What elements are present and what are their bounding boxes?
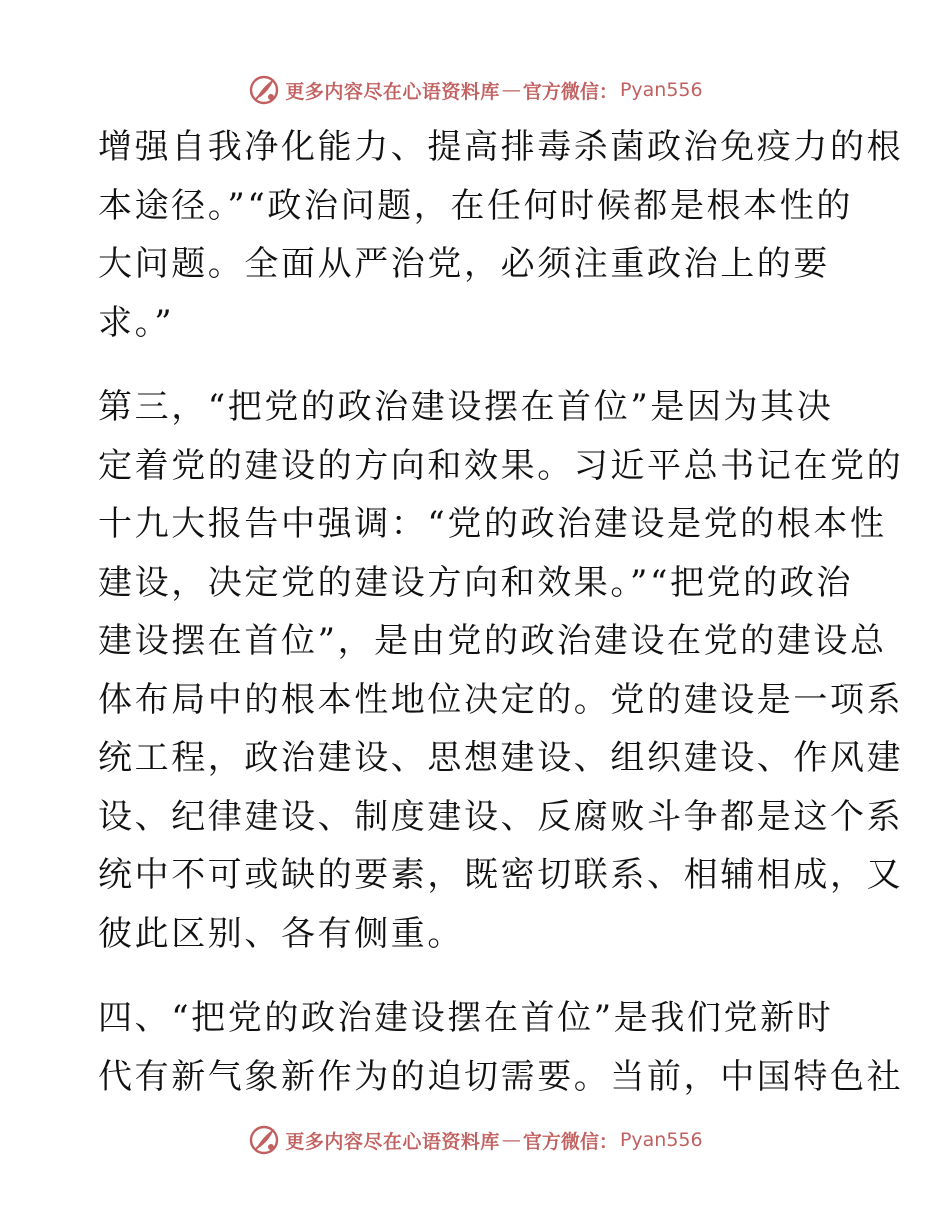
text-line: 体布局中的根本性地位决定的。党的建设是一项系	[98, 679, 904, 720]
text-line: 大问题。全面从严治党，必须注重政治上的要	[98, 244, 830, 284]
text-line: 本途径。”“政治问题，在任何时候都是根本性的	[98, 185, 853, 226]
text-line: 建设摆在首位”，是由党的政治建设在党的建设总	[98, 621, 887, 661]
document-body	[98, 118, 904, 1106]
text-line: 求。”	[98, 302, 175, 343]
text-line: 设、纪律建设、制度建设、反腐败斗争都是这个系	[98, 796, 904, 837]
text-line: 十九大报告中强调：“党的政治建设是党的根本性	[98, 504, 887, 544]
text-line: 定着党的建设的方向和效果。习近平总书记在党的	[98, 445, 904, 486]
paragraph-1	[98, 118, 904, 352]
text-line: 代有新气象新作为的迫切需要。当前，中国特色社	[98, 1056, 904, 1097]
text-line: 第三，“把党的政治建设摆在首位”是因为其决	[98, 387, 834, 427]
banner-separator: —	[501, 79, 521, 101]
footer-watermark-banner	[0, 1118, 950, 1162]
paragraph-spacer	[98, 352, 858, 378]
text-line: 四、“把党的政治建设摆在首位”是我们党新时	[98, 998, 834, 1038]
header-watermark-banner	[0, 68, 950, 112]
paragraph-3	[98, 989, 904, 1106]
text-line: 统中不可或缺的要素，既密切联系、相辅相成，又	[98, 855, 904, 895]
banner-wechat-label: 官方微信：	[522, 1130, 618, 1153]
text-line: 彼此区别、各有侧重。	[98, 913, 464, 954]
banner-wechat-id: Pyan556	[619, 79, 703, 101]
text-line: 增强自我净化能力、提高排毒杀菌政治免疫力的根	[98, 127, 904, 167]
paragraph-spacer	[98, 963, 858, 989]
banner-brand-text: 更多内容尽在心语资料库	[285, 1130, 500, 1153]
banner-wechat-id: Pyan556	[619, 1129, 703, 1151]
text-line: 建设，决定党的建设方向和效果。”“把党的政治	[98, 562, 853, 603]
paragraph-2	[98, 378, 904, 963]
text-line: 统工程，政治建设、思想建设、组织建设、作风建	[98, 738, 904, 778]
banner-brand-text: 更多内容尽在心语资料库	[285, 80, 500, 103]
quill-pen-logo-icon	[247, 73, 281, 107]
banner-wechat-label: 官方微信：	[522, 80, 618, 103]
banner-separator: —	[501, 1129, 521, 1151]
quill-pen-logo-icon	[247, 1123, 281, 1157]
